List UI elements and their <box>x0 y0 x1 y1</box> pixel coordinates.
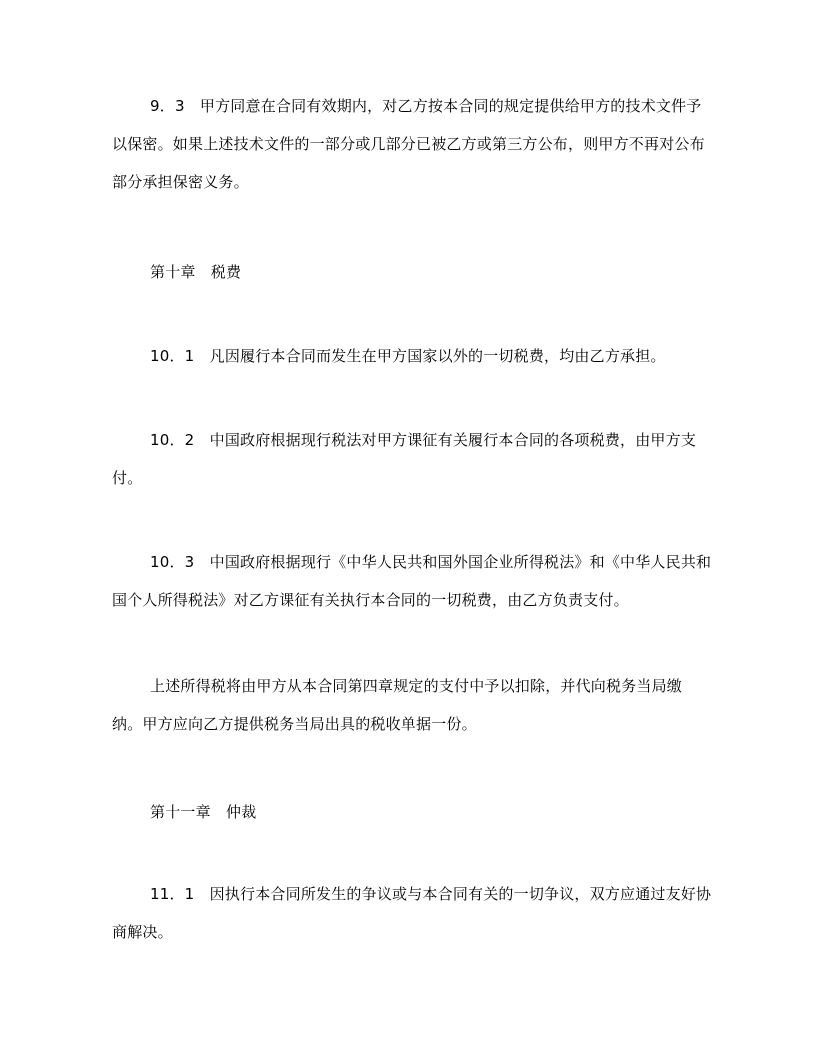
clause-11-1: 11．1 因执行本合同所发生的争议或与本合同有关的一切争议，双方应通过友好协商解决。 <box>112 885 712 941</box>
clause-10-1: 10．1 凡因履行本合同而发生在甲方国家以外的一切税费，均由乙方承担。 <box>150 347 666 365</box>
withholding-paragraph: 上述所得税将由甲方从本合同第四章规定的支付中予以扣除，并代向税务当局缴纳。甲方应向乙方提供税务当局出具的税收单据一份。 <box>112 677 683 733</box>
chapter-11-heading: 第十一章 仲裁 <box>150 803 257 821</box>
clause-10-3: 10．3 中国政府根据现行《中华人民共和国外国企业所得税法》和《中华人民共和国个人所得税法》对乙方课征有关执行本合同的一切税费，由乙方负责支付。 <box>112 553 712 609</box>
chapter-10-heading: 第十章 税费 <box>150 263 242 281</box>
clause-9-3: 9．3 甲方同意在合同有效期内，对乙方按本合同的规定提供给甲方的技术文件予以保密。如果上述技术文件的一部分或几部分已被乙方或第三方公布，则甲方不再对公布部分承担保密义务。 <box>112 97 705 191</box>
clause-10-2: 10．2 中国政府根据现行税法对甲方课征有关履行本合同的各项税费，由甲方支付。 <box>112 431 697 487</box>
